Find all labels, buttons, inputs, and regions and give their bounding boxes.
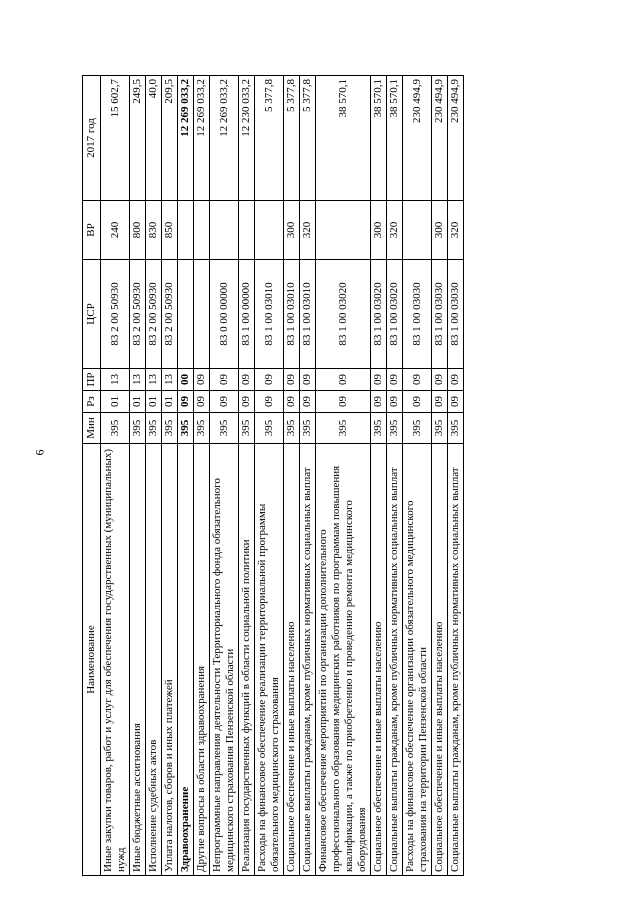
- cell-csr: 83 1 00 03020: [316, 260, 371, 369]
- cell-rz: 01: [101, 391, 130, 413]
- cell-pr: 09: [432, 369, 448, 391]
- cell-csr: 83 2 00 50930: [101, 260, 130, 369]
- cell-rz: 09: [448, 391, 464, 413]
- cell-min: 395: [146, 413, 162, 444]
- cell-vr: 300: [284, 201, 300, 260]
- cell-vr: 300: [371, 201, 387, 260]
- cell-value: 230 494,9: [448, 76, 464, 201]
- cell-rz: 09: [255, 391, 284, 413]
- cell-name: Социальное обеспечение и иные выплаты населению: [284, 444, 300, 876]
- table-row: [162, 76, 178, 876]
- cell-pr: 00: [178, 369, 194, 391]
- cell-vr: 830: [146, 201, 162, 260]
- cell-pr: 09: [316, 369, 371, 391]
- cell-rz: 09: [178, 391, 194, 413]
- cell-vr: [239, 201, 255, 260]
- cell-min: 395: [178, 413, 194, 444]
- cell-value: 15 602,7: [101, 76, 130, 201]
- cell-vr: [178, 201, 194, 260]
- cell-value: 12 269 033,2: [178, 76, 194, 201]
- cell-value: 5 377,8: [300, 76, 316, 201]
- cell-value: 230 494,9: [403, 76, 432, 201]
- cell-name: Социальные выплаты гражданам, кроме публичных нормативных социальных выплат: [387, 444, 403, 876]
- table-row: [146, 76, 162, 876]
- table-row: [387, 76, 403, 876]
- cell-value: 12 269 033,2: [194, 76, 210, 201]
- cell-value: 40,0: [146, 76, 162, 201]
- cell-min: 395: [300, 413, 316, 444]
- header-min: Мин: [83, 413, 101, 444]
- cell-csr: 83 2 00 50930: [130, 260, 146, 369]
- cell-pr: 13: [162, 369, 178, 391]
- table-row: [210, 76, 239, 876]
- cell-csr: 83 1 00 03010: [300, 260, 316, 369]
- cell-pr: 09: [194, 369, 210, 391]
- cell-pr: 09: [255, 369, 284, 391]
- table-row: [403, 76, 432, 876]
- table-header-row: [83, 76, 101, 876]
- cell-csr: 83 1 00 03030: [448, 260, 464, 369]
- cell-name: Иные бюджетные ассигнования: [130, 444, 146, 876]
- header-rz: Рз: [83, 391, 101, 413]
- cell-rz: 09: [403, 391, 432, 413]
- table-row: [178, 76, 194, 876]
- cell-csr: 83 1 00 03010: [255, 260, 284, 369]
- cell-name: Другие вопросы в области здравоохранения: [194, 444, 210, 876]
- cell-value: 12 269 033,2: [210, 76, 239, 201]
- cell-name: Расходы на финансовое обеспечение организации обязательного медицинского страхования на территории Пензенской области: [403, 444, 432, 876]
- cell-pr: 09: [239, 369, 255, 391]
- cell-csr: 83 1 00 03020: [371, 260, 387, 369]
- table-row: [284, 76, 300, 876]
- table-body: [101, 76, 464, 876]
- cell-rz: 09: [387, 391, 403, 413]
- cell-pr: 09: [448, 369, 464, 391]
- cell-pr: 09: [210, 369, 239, 391]
- cell-vr: 240: [101, 201, 130, 260]
- cell-rz: 09: [194, 391, 210, 413]
- table-row: [432, 76, 448, 876]
- table-row: [371, 76, 387, 876]
- cell-name: Реализация государственных функций в области социальной политики: [239, 444, 255, 876]
- cell-value: 5 377,8: [284, 76, 300, 201]
- cell-rz: 09: [210, 391, 239, 413]
- cell-name: Исполнение судебных актов: [146, 444, 162, 876]
- cell-vr: 320: [300, 201, 316, 260]
- budget-table-rotated: [82, 76, 584, 876]
- table-row: [300, 76, 316, 876]
- cell-csr: 83 0 00 00000: [210, 260, 239, 369]
- table-row: [101, 76, 130, 876]
- cell-min: 395: [239, 413, 255, 444]
- cell-min: 395: [130, 413, 146, 444]
- cell-vr: [194, 201, 210, 260]
- header-pr: ПР: [83, 369, 101, 391]
- cell-rz: 01: [130, 391, 146, 413]
- cell-vr: [255, 201, 284, 260]
- cell-vr: [210, 201, 239, 260]
- cell-pr: 09: [300, 369, 316, 391]
- header-csr: ЦСР: [83, 260, 101, 369]
- page-number: 6: [32, 449, 47, 456]
- header-vr: ВР: [83, 201, 101, 260]
- cell-min: 395: [316, 413, 371, 444]
- cell-pr: 09: [284, 369, 300, 391]
- cell-min: 395: [448, 413, 464, 444]
- cell-min: 395: [255, 413, 284, 444]
- cell-min: 395: [101, 413, 130, 444]
- cell-pr: 13: [130, 369, 146, 391]
- cell-csr: 83 1 00 03020: [387, 260, 403, 369]
- cell-pr: 09: [371, 369, 387, 391]
- cell-pr: 13: [101, 369, 130, 391]
- cell-name: Социальное обеспечение и иные выплаты населению: [371, 444, 387, 876]
- cell-name: Социальные выплаты гражданам, кроме публичных нормативных социальных выплат: [300, 444, 316, 876]
- cell-min: 395: [371, 413, 387, 444]
- cell-vr: 850: [162, 201, 178, 260]
- cell-rz: 09: [316, 391, 371, 413]
- cell-value: 249,5: [130, 76, 146, 201]
- cell-rz: 01: [162, 391, 178, 413]
- header-year: 2017 год: [83, 76, 101, 201]
- cell-rz: 09: [284, 391, 300, 413]
- cell-min: 395: [403, 413, 432, 444]
- table-row: [448, 76, 464, 876]
- table-row: [239, 76, 255, 876]
- cell-vr: 800: [130, 201, 146, 260]
- cell-name: Непрограммные направления деятельности Территориального фонда обязательного медицинского страхования Пензенской области: [210, 444, 239, 876]
- table-row: [130, 76, 146, 876]
- cell-csr: [178, 260, 194, 369]
- cell-rz: 09: [432, 391, 448, 413]
- table-row: [316, 76, 371, 876]
- table-row: [194, 76, 210, 876]
- cell-csr: 83 1 00 03030: [403, 260, 432, 369]
- table-row: [255, 76, 284, 876]
- cell-value: 38 570,1: [316, 76, 371, 201]
- cell-vr: 320: [387, 201, 403, 260]
- cell-rz: 09: [239, 391, 255, 413]
- cell-vr: 300: [432, 201, 448, 260]
- cell-pr: 09: [387, 369, 403, 391]
- cell-vr: [316, 201, 371, 260]
- cell-value: 38 570,1: [371, 76, 387, 201]
- cell-value: 230 494,9: [432, 76, 448, 201]
- cell-pr: 13: [146, 369, 162, 391]
- cell-name: Иные закупки товаров, работ и услуг для обеспечения государственных (муниципальных) нужд: [101, 444, 130, 876]
- cell-value: 5 377,8: [255, 76, 284, 201]
- cell-min: 395: [194, 413, 210, 444]
- cell-csr: 83 2 00 50930: [146, 260, 162, 369]
- cell-name: Здравоохранение: [178, 444, 194, 876]
- cell-csr: 83 1 00 03030: [432, 260, 448, 369]
- cell-csr: 83 2 00 50930: [162, 260, 178, 369]
- cell-value: 38 570,1: [387, 76, 403, 201]
- cell-csr: 83 1 00 00000: [239, 260, 255, 369]
- cell-name: Социальное обеспечение и иные выплаты населению: [432, 444, 448, 876]
- cell-pr: 09: [403, 369, 432, 391]
- cell-value: 12 230 033,2: [239, 76, 255, 201]
- cell-name: Финансовое обеспечение мероприятий по организации дополнительного профессионального образования медицинских работников по программам повышения квалификации, а также по приобретению и проведению ремонта медицинского оборудования: [316, 444, 371, 876]
- cell-min: 395: [210, 413, 239, 444]
- cell-rz: 01: [146, 391, 162, 413]
- cell-name: Социальные выплаты гражданам, кроме публичных нормативных социальных выплат: [448, 444, 464, 876]
- cell-vr: [403, 201, 432, 260]
- cell-value: 209,5: [162, 76, 178, 201]
- cell-csr: [194, 260, 210, 369]
- cell-min: 395: [284, 413, 300, 444]
- cell-rz: 09: [371, 391, 387, 413]
- cell-name: Уплата налогов, сборов и иных платежей: [162, 444, 178, 876]
- cell-min: 395: [162, 413, 178, 444]
- header-name: Наименование: [83, 444, 101, 876]
- cell-min: 395: [432, 413, 448, 444]
- cell-csr: 83 1 00 03010: [284, 260, 300, 369]
- cell-vr: 320: [448, 201, 464, 260]
- cell-rz: 09: [300, 391, 316, 413]
- cell-min: 395: [387, 413, 403, 444]
- cell-name: Расходы на финансовое обеспечение реализации территориальной программы обязательного медицинского страхования: [255, 444, 284, 876]
- budget-table: [82, 75, 464, 876]
